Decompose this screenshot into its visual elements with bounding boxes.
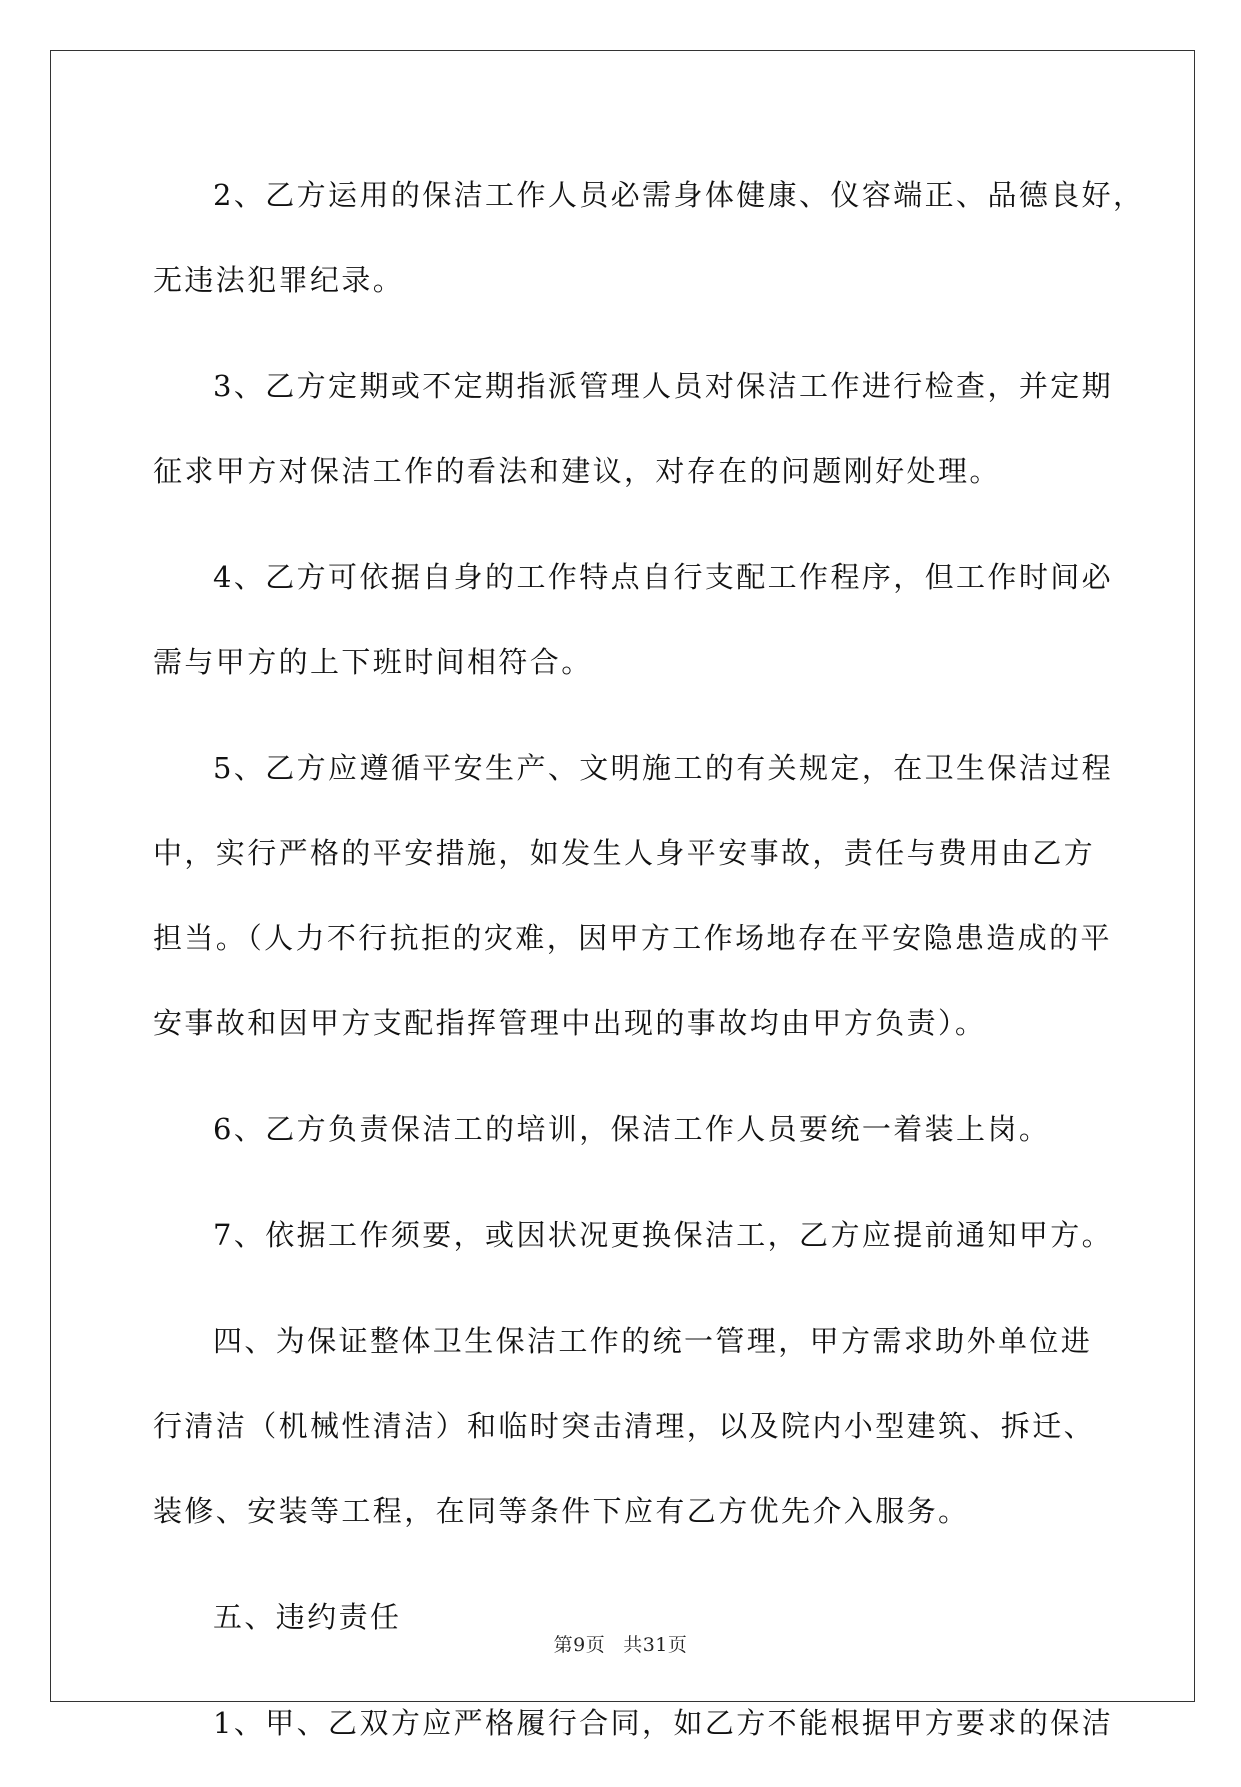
text-line: 中，实行严格的平安措施，如发生人身平安事故，责任与费用由乙方 (153, 836, 1096, 870)
paragraph (153, 153, 1145, 323)
text-line: 四、为保证整体卫生保洁工作的统一管理，甲方需求助外单位进 (213, 1324, 1093, 1358)
text-line: 7、依据工作须要，或因状况更换保洁工，乙方应提前通知甲方。 (213, 1218, 1114, 1252)
text-line: 1、甲、乙双方应严格履行合同，如乙方不能根据甲方要求的保洁 (213, 1706, 1114, 1740)
total-pages: 31 (642, 1634, 668, 1656)
total-label-prefix: 共 (623, 1634, 643, 1656)
page-footer (0, 1630, 1241, 1657)
text-line: 无违法犯罪纪录。 (153, 263, 405, 297)
page-label-prefix: 第 (553, 1634, 574, 1656)
text-line: 五、违约责任 (213, 1600, 402, 1634)
text-line: 装修、安装等工程，在同等条件下应有乙方优先介入服务。 (153, 1494, 970, 1528)
paragraph (153, 1299, 1096, 1554)
paragraph (153, 726, 1114, 1066)
text-line: 5、乙方应遵循平安生产、文明施工的有关规定，在卫生保洁过程 (213, 751, 1114, 785)
text-line: 担当。（人力不行抗拒的灾难，因甲方工作场地存在平安隐患造成的平 (153, 921, 1112, 955)
text-line: 安事故和因甲方支配指挥管理中出现的事故均由甲方负责）。 (153, 1006, 987, 1040)
document-body (153, 153, 1145, 1787)
text-line: 4、乙方可依据自身的工作特点自行支配工作程序，但工作时间必 (213, 560, 1114, 594)
text-line: 6、乙方负责保洁工的培训，保洁工作人员要统一着装上岗。 (213, 1112, 1051, 1146)
text-line: 征求甲方对保洁工作的看法和建议，对存在的问题刚好处理。 (153, 454, 1001, 488)
total-label-suffix: 页 (667, 1634, 688, 1656)
page-number: 9 (573, 1634, 586, 1656)
paragraph (153, 1087, 1093, 1172)
text-line: 行清洁（机械性清洁）和临时突击清理，以及院内小型建筑、拆迁、 (153, 1409, 1096, 1443)
paragraph (153, 1193, 1114, 1278)
text-line: 需与甲方的上下班时间相符合。 (153, 645, 593, 679)
page-label-suffix: 页 (585, 1634, 606, 1656)
paragraph (153, 535, 1114, 705)
paragraph (153, 344, 1114, 514)
text-line: 2、乙方运用的保洁工作人员必需身体健康、仪容端正、品德良好， (213, 178, 1145, 212)
paragraph (153, 1681, 1114, 1766)
text-line: 3、乙方定期或不定期指派管理人员对保洁工作进行检查，并定期 (213, 369, 1114, 403)
